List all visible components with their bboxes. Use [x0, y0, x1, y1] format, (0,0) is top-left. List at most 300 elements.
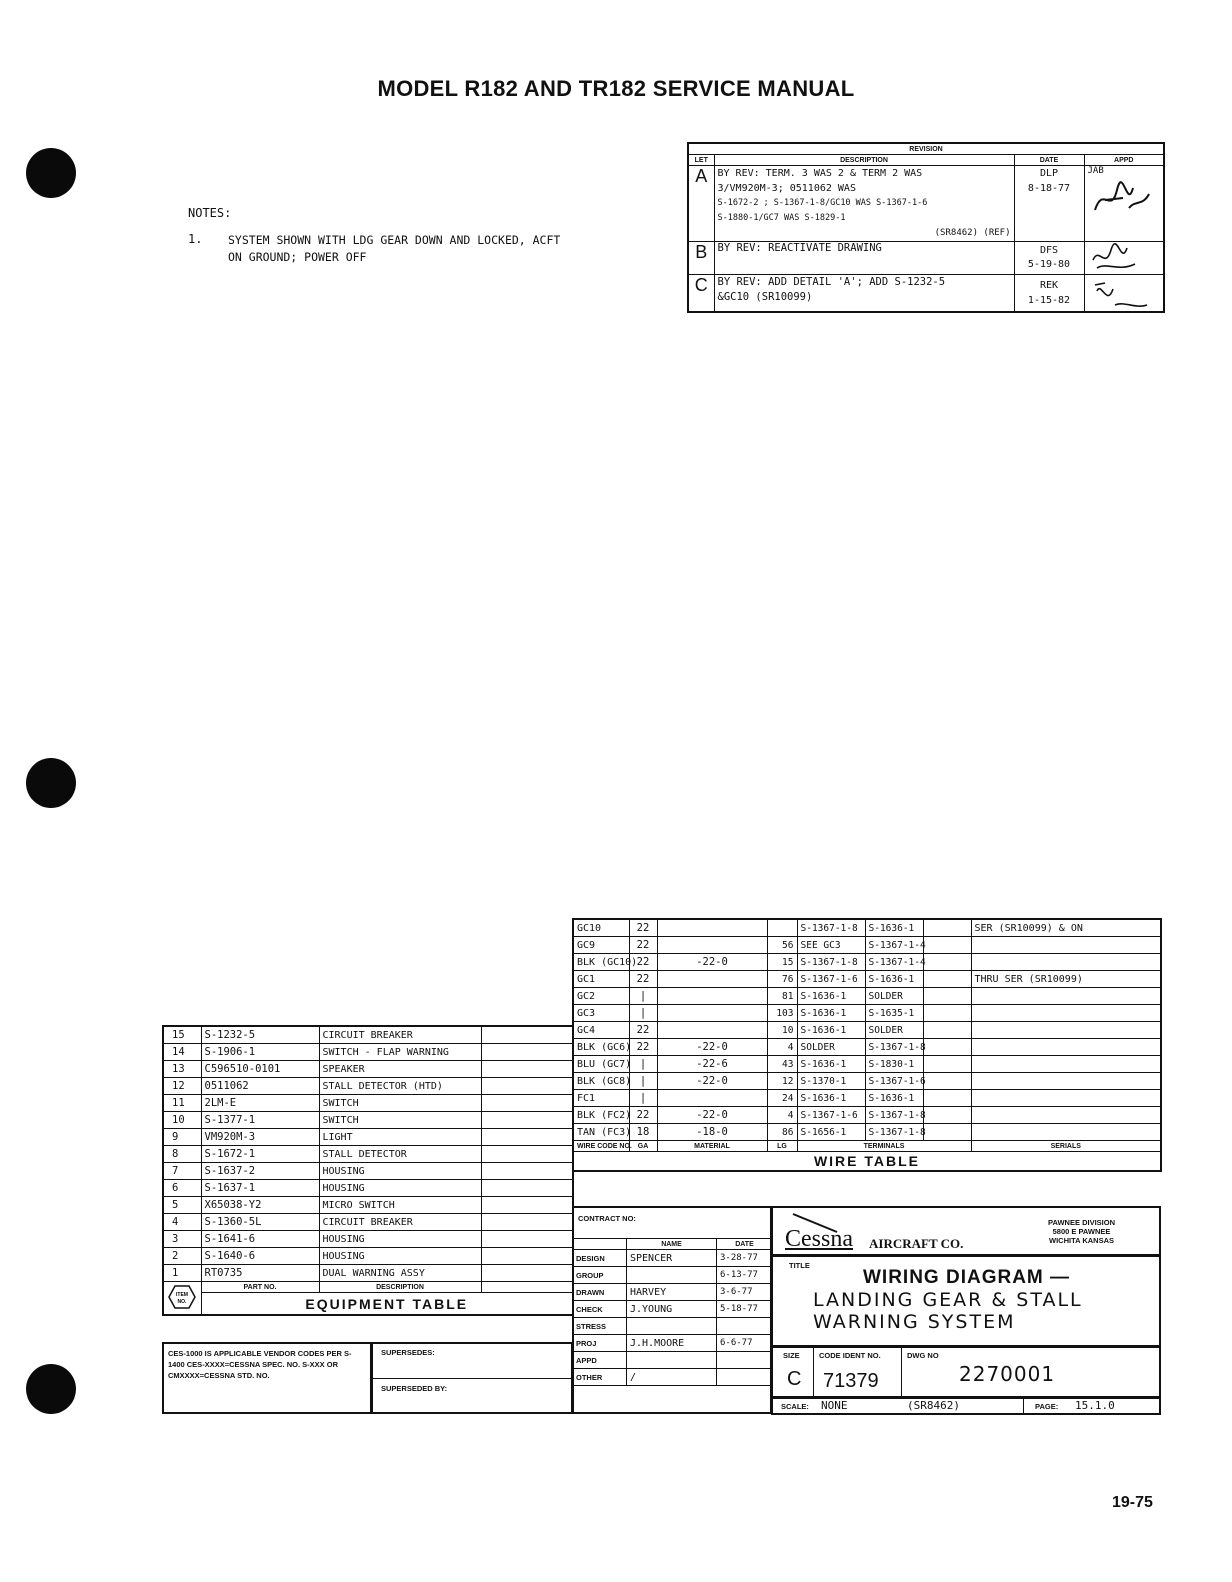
wire-row [573, 1005, 1161, 1022]
equipment-item-no: 9 [163, 1129, 201, 1146]
wire-serials [971, 1056, 1161, 1073]
equipment-item-no: 14 [163, 1044, 201, 1061]
wire-length: 76 [767, 971, 797, 988]
wire-row [573, 971, 1161, 988]
wire-length: 81 [767, 988, 797, 1005]
wire-serials [971, 1039, 1161, 1056]
signature-role: OTHER [573, 1369, 627, 1386]
wire-length: 4 [767, 1107, 797, 1124]
wire-row [573, 1039, 1161, 1056]
wire-code: GC2 [573, 988, 629, 1005]
wire-length: 24 [767, 1090, 797, 1107]
equipment-description: HOUSING [319, 1163, 481, 1180]
drawing-number-box [771, 1346, 1161, 1398]
signature-date: 5-18-77 [717, 1301, 773, 1318]
supersedes-box [371, 1342, 573, 1414]
revision-line: (SR8462) (REF) [934, 228, 1011, 238]
wire-serials [971, 954, 1161, 971]
signature-date: 3-28-77 [717, 1250, 773, 1267]
wire-terminal-2: SOLDER [865, 1022, 923, 1039]
revision-letter: A [688, 166, 714, 242]
equipment-part-no: S-1360-5L [201, 1214, 319, 1231]
wire-row [573, 1073, 1161, 1090]
wire-length [767, 919, 797, 937]
svg-text:NO.: NO. [177, 1299, 187, 1305]
revision-row [688, 166, 1164, 242]
wire-row [573, 919, 1161, 937]
equipment-row [163, 1061, 573, 1078]
wire-terminal-1: S-1370-1 [797, 1073, 865, 1090]
equipment-spare [481, 1163, 573, 1180]
wire-serials [971, 1124, 1161, 1141]
code-ident-label: CODE IDENT NO. [819, 1351, 881, 1360]
equipment-spare [481, 1061, 573, 1078]
wire-terminal-3 [923, 954, 971, 971]
signature-role: CHECK [573, 1301, 627, 1318]
revision-col-description: DESCRIPTION [714, 155, 1014, 166]
wire-table [572, 918, 1162, 1172]
wire-terminal-2: S-1636-1 [865, 1090, 923, 1107]
equip-col-part: PART NO. [201, 1282, 319, 1293]
revision-block [687, 142, 1165, 313]
equipment-row [163, 1265, 573, 1282]
wire-length: 86 [767, 1124, 797, 1141]
code-ident-value: 71379 [823, 1370, 879, 1392]
wire-serials: THRU SER (SR10099) [971, 971, 1161, 988]
equipment-item-no: 10 [163, 1112, 201, 1129]
wire-terminal-2: S-1636-1 [865, 971, 923, 988]
page-title: MODEL R182 AND TR182 SERVICE MANUAL [377, 76, 855, 101]
signature-name: HARVEY [627, 1284, 717, 1301]
scale-label: SCALE: [781, 1402, 809, 1411]
revision-line: 3/VM920M-3; 0511062 WAS [717, 183, 856, 194]
equipment-description: SWITCH [319, 1112, 481, 1129]
svg-text:ITEM: ITEM [176, 1292, 189, 1298]
page-value: 15.1.0 [1075, 1399, 1115, 1412]
note-text: SYSTEM SHOWN WITH LDG GEAR DOWN AND LOCKED, ACFT ON GROUND; POWER OFF [228, 233, 561, 264]
wire-terminal-2: S-1367-1-8 [865, 1107, 923, 1124]
wire-terminal-1: S-1367-1-6 [797, 971, 865, 988]
wire-gauge: | [629, 1090, 657, 1107]
signature-name: / [627, 1369, 717, 1386]
revision-date: 5-19-80 [1027, 259, 1071, 270]
equipment-part-no: S-1641-6 [201, 1231, 319, 1248]
wire-material [657, 971, 767, 988]
wire-gauge: 22 [629, 937, 657, 954]
equipment-spare [481, 1214, 573, 1231]
wire-serials [971, 1005, 1161, 1022]
signature-row [573, 1318, 773, 1335]
drawing-title-line-1: WIRING DIAGRAM — [863, 1267, 1071, 1288]
revision-letter: B [688, 242, 714, 275]
equipment-row [163, 1146, 573, 1163]
wire-code: TAN (FC3) [573, 1124, 629, 1141]
wire-code: BLK (FC2) [573, 1107, 629, 1124]
equipment-description: SWITCH - FLAP WARNING [319, 1044, 481, 1061]
equipment-row [163, 1095, 573, 1112]
division-address: PAWNEE DIVISION 5800 E PAWNEE WICHITA KANSAS [1048, 1218, 1115, 1245]
supersedes-label: SUPERSEDES: [381, 1348, 435, 1357]
equipment-spare [481, 1129, 573, 1146]
equipment-part-no: S-1672-1 [201, 1146, 319, 1163]
wire-code: GC4 [573, 1022, 629, 1039]
signature-date: 3-6-77 [717, 1284, 773, 1301]
equipment-item-no: 12 [163, 1078, 201, 1095]
revision-date: 8-18-77 [1027, 183, 1071, 194]
ces-note-box [162, 1342, 372, 1414]
signature-scribble [1093, 180, 1153, 220]
wire-code: BLK (GC10) [573, 954, 629, 971]
wire-length: 103 [767, 1005, 797, 1022]
wire-terminal-2: S-1367-1-4 [865, 937, 923, 954]
signature-table [572, 1238, 773, 1386]
equipment-description: MICRO SWITCH [319, 1197, 481, 1214]
equipment-item-no: 6 [163, 1180, 201, 1197]
wire-code: BLK (GC6) [573, 1039, 629, 1056]
equipment-description: CIRCUIT BREAKER [319, 1026, 481, 1044]
equipment-description: LIGHT [319, 1129, 481, 1146]
punch-hole-middle [26, 758, 76, 808]
signature-row [573, 1250, 773, 1267]
wire-code: GC10 [573, 919, 629, 937]
wire-material: -22-0 [657, 1107, 767, 1124]
wire-serials [971, 937, 1161, 954]
revision-letter: C [688, 275, 714, 313]
wire-terminal-3 [923, 1090, 971, 1107]
equipment-description: SPEAKER [319, 1061, 481, 1078]
wire-material [657, 919, 767, 937]
wire-gauge: | [629, 988, 657, 1005]
equipment-part-no: S-1637-2 [201, 1163, 319, 1180]
equipment-table [162, 1025, 574, 1316]
drawing-title-box [771, 1255, 1161, 1347]
signature-row [573, 1267, 773, 1284]
equipment-item-no: 7 [163, 1163, 201, 1180]
wire-col-terminals: TERMINALS [797, 1141, 971, 1152]
signature-name [627, 1352, 717, 1369]
wire-code: GC9 [573, 937, 629, 954]
wire-terminal-3 [923, 937, 971, 954]
wire-terminal-1: S-1367-1-8 [797, 954, 865, 971]
wire-terminal-2: S-1367-1-4 [865, 954, 923, 971]
wire-gauge: 22 [629, 919, 657, 937]
wire-terminal-2: S-1367-1-8 [865, 1124, 923, 1141]
wire-terminal-2: SOLDER [865, 988, 923, 1005]
revision-col-appd: APPD [1084, 155, 1164, 166]
equipment-item-no: 5 [163, 1197, 201, 1214]
signature-role: APPD [573, 1352, 627, 1369]
wire-code: GC3 [573, 1005, 629, 1022]
contract-no-label: CONTRACT NO: [578, 1214, 636, 1223]
wire-row [573, 988, 1161, 1005]
wire-serials [971, 1090, 1161, 1107]
wire-gauge: 22 [629, 1039, 657, 1056]
equipment-spare [481, 1248, 573, 1265]
equipment-row [163, 1129, 573, 1146]
signature-date [717, 1352, 773, 1369]
wire-serials [971, 1073, 1161, 1090]
revision-line: BY REV: REACTIVATE DRAWING [714, 242, 1014, 275]
wire-col-ga: GA [629, 1141, 657, 1152]
equipment-row [163, 1163, 573, 1180]
wire-material: -22-0 [657, 1073, 767, 1090]
equipment-spare [481, 1044, 573, 1061]
title-label: TITLE [789, 1261, 810, 1270]
wire-row [573, 1124, 1161, 1141]
equipment-part-no: S-1637-1 [201, 1180, 319, 1197]
punch-hole-top [26, 148, 76, 198]
wire-terminal-3 [923, 971, 971, 988]
wire-terminal-1: SOLDER [797, 1039, 865, 1056]
date-header: DATE [717, 1239, 773, 1250]
drawing-title-line-3: WARNING SYSTEM [813, 1311, 1016, 1333]
wire-length: 56 [767, 937, 797, 954]
equipment-part-no: S-1232-5 [201, 1026, 319, 1044]
wire-length: 12 [767, 1073, 797, 1090]
signature-date [717, 1369, 773, 1386]
equipment-description: HOUSING [319, 1231, 481, 1248]
equipment-spare [481, 1265, 573, 1282]
equipment-part-no: VM920M-3 [201, 1129, 319, 1146]
wire-gauge: | [629, 1005, 657, 1022]
signature-date: 6-13-77 [717, 1267, 773, 1284]
wire-material: -18-0 [657, 1124, 767, 1141]
wire-row [573, 954, 1161, 971]
wire-material [657, 1022, 767, 1039]
wire-terminal-2: S-1830-1 [865, 1056, 923, 1073]
signature-date [717, 1318, 773, 1335]
notes-heading: NOTES: [188, 206, 232, 220]
equipment-spare [481, 1112, 573, 1129]
equipment-row [163, 1180, 573, 1197]
signature-date: 6-6-77 [717, 1335, 773, 1352]
revision-line: S-1672-2 ; S-1367-1-8/GC10 WAS S-1367-1-6 [717, 198, 928, 208]
wire-code: FC1 [573, 1090, 629, 1107]
wire-length: 10 [767, 1022, 797, 1039]
equipment-part-no: RT0735 [201, 1265, 319, 1282]
equipment-row [163, 1248, 573, 1265]
equipment-spare [481, 1095, 573, 1112]
equipment-spare [481, 1146, 573, 1163]
signature-name: J.H.MOORE [627, 1335, 717, 1352]
signature-role: DRAWN [573, 1284, 627, 1301]
wire-terminal-2: S-1636-1 [865, 919, 923, 937]
wire-row [573, 937, 1161, 954]
equipment-item-no: 15 [163, 1026, 201, 1044]
size-value: C [787, 1368, 802, 1390]
signature-row [573, 1335, 773, 1352]
wire-row [573, 1022, 1161, 1039]
signature-name: SPENCER [627, 1250, 717, 1267]
equipment-spare [481, 1026, 573, 1044]
wire-terminal-3 [923, 1124, 971, 1141]
equipment-row [163, 1026, 573, 1044]
revision-line: BY REV: TERM. 3 WAS 2 & TERM 2 WAS [717, 168, 923, 179]
equipment-item-no: 3 [163, 1231, 201, 1248]
wire-col-code: WIRE CODE NO. [573, 1141, 629, 1152]
wire-terminal-3 [923, 1022, 971, 1039]
wire-material [657, 988, 767, 1005]
equipment-table-title: EQUIPMENT TABLE [201, 1293, 573, 1315]
signature-role: STRESS [573, 1318, 627, 1335]
equipment-item-no: 2 [163, 1248, 201, 1265]
wire-terminal-2: S-1635-1 [865, 1005, 923, 1022]
wire-serials [971, 1107, 1161, 1124]
signature-row [573, 1301, 773, 1318]
equipment-part-no: X65038-Y2 [201, 1197, 319, 1214]
wire-terminal-3 [923, 988, 971, 1005]
wire-material: -22-6 [657, 1056, 767, 1073]
revision-title: REVISION [688, 143, 1164, 155]
wire-terminal-1: S-1636-1 [797, 1056, 865, 1073]
equipment-item-no: 11 [163, 1095, 201, 1112]
equipment-item-no: 8 [163, 1146, 201, 1163]
signature-role: PROJ [573, 1335, 627, 1352]
equipment-row [163, 1044, 573, 1061]
signature-role: GROUP [573, 1267, 627, 1284]
equipment-item-no: 4 [163, 1214, 201, 1231]
wire-table-title: WIRE TABLE [573, 1152, 1161, 1172]
wire-terminal-1: S-1636-1 [797, 1022, 865, 1039]
scale-page-box [771, 1397, 1161, 1415]
equipment-part-no: 2LM-E [201, 1095, 319, 1112]
wire-terminal-3 [923, 1107, 971, 1124]
wire-code: BLK (GC8) [573, 1073, 629, 1090]
company-logo: Cessna [785, 1226, 853, 1252]
note-number: 1. [188, 232, 203, 246]
wire-terminal-1: S-1636-1 [797, 1090, 865, 1107]
wire-gauge: 22 [629, 1022, 657, 1039]
wire-terminal-3 [923, 919, 971, 937]
size-label: SIZE [783, 1351, 800, 1360]
equipment-description: SWITCH [319, 1095, 481, 1112]
wire-terminal-1: S-1367-1-8 [797, 919, 865, 937]
signature-name [627, 1318, 717, 1335]
equipment-part-no: S-1640-6 [201, 1248, 319, 1265]
wire-terminal-1: S-1636-1 [797, 988, 865, 1005]
punch-hole-bottom [26, 1364, 76, 1414]
revision-initials: DFS [1039, 245, 1059, 256]
revision-col-let: LET [688, 155, 714, 166]
wire-code: GC1 [573, 971, 629, 988]
equipment-description: HOUSING [319, 1180, 481, 1197]
superseded-by-label: SUPERSEDED BY: [381, 1384, 448, 1393]
wire-gauge: | [629, 1073, 657, 1090]
page-label: PAGE: [1035, 1402, 1059, 1411]
dwg-no-value: 2270001 [959, 1362, 1056, 1386]
wire-terminal-1: S-1367-1-6 [797, 1107, 865, 1124]
equipment-item-no: 1 [163, 1265, 201, 1282]
signature-scribble [1091, 244, 1151, 274]
wire-col-material: MATERIAL [657, 1141, 767, 1152]
equipment-spare [481, 1078, 573, 1095]
wire-terminal-1: S-1636-1 [797, 1005, 865, 1022]
equipment-spare [481, 1197, 573, 1214]
wire-col-lg: LG [767, 1141, 797, 1152]
equipment-description: STALL DETECTOR (HTD) [319, 1078, 481, 1095]
company-suffix: AIRCRAFT CO. [869, 1236, 964, 1251]
ces-note: CES-1000 IS APPLICABLE VENDOR CODES PER S-1400 CES-XXXX=CESSNA SPEC. NO. S-XXX OR CMXXXX=CESSNA STD. NO. [168, 1349, 352, 1380]
wire-code: BLU (GC7) [573, 1056, 629, 1073]
signature-role: DESIGN [573, 1250, 627, 1267]
logo-swoosh [791, 1210, 841, 1234]
equipment-part-no: 0511062 [201, 1078, 319, 1095]
revision-date: 1-15-82 [1027, 295, 1071, 306]
wire-material: -22-0 [657, 954, 767, 971]
wire-terminal-3 [923, 1039, 971, 1056]
wire-material: -22-0 [657, 1039, 767, 1056]
revision-col-date: DATE [1014, 155, 1084, 166]
signature-row [573, 1369, 773, 1386]
sr-reference: (SR8462) [907, 1399, 960, 1412]
wire-serials [971, 1022, 1161, 1039]
equipment-description: CIRCUIT BREAKER [319, 1214, 481, 1231]
name-header: NAME [627, 1239, 717, 1250]
signature-row [573, 1352, 773, 1369]
equipment-spare [481, 1231, 573, 1248]
wire-terminal-1: SEE GC3 [797, 937, 865, 954]
drawing-title-line-2: LANDING GEAR & STALL [813, 1289, 1083, 1311]
wire-serials: SER (SR10099) & ON [971, 919, 1161, 937]
wire-row [573, 1056, 1161, 1073]
scale-value: NONE [821, 1399, 848, 1412]
revision-initials: REK [1039, 280, 1059, 291]
wire-gauge: 22 [629, 971, 657, 988]
revision-line: &GC10 (SR10099) [717, 291, 813, 303]
equipment-row [163, 1214, 573, 1231]
item-no-hex-icon [168, 1284, 196, 1310]
signature-row [573, 1284, 773, 1301]
equipment-item-no: 13 [163, 1061, 201, 1078]
wire-length: 4 [767, 1039, 797, 1056]
equipment-row [163, 1197, 573, 1214]
equip-col-description: DESCRIPTION [319, 1282, 481, 1293]
equipment-spare [481, 1180, 573, 1197]
equipment-part-no: S-1377-1 [201, 1112, 319, 1129]
wire-row [573, 1107, 1161, 1124]
revision-initials: DLP [1039, 168, 1059, 179]
wire-terminal-2: S-1367-1-6 [865, 1073, 923, 1090]
wire-col-serials: SERIALS [971, 1141, 1161, 1152]
wire-gauge: 22 [629, 954, 657, 971]
wire-gauge: 22 [629, 1107, 657, 1124]
revision-row [688, 242, 1164, 275]
dwg-no-label: DWG NO [907, 1351, 939, 1360]
wire-terminal-1: S-1656-1 [797, 1124, 865, 1141]
equipment-part-no: S-1906-1 [201, 1044, 319, 1061]
wire-terminal-2: S-1367-1-8 [865, 1039, 923, 1056]
signature-scribble [1091, 277, 1151, 311]
company-box [771, 1206, 1161, 1256]
equipment-part-no: C596510-0101 [201, 1061, 319, 1078]
wire-serials [971, 988, 1161, 1005]
equipment-row [163, 1231, 573, 1248]
wire-material [657, 937, 767, 954]
revision-row [688, 275, 1164, 313]
signature-name [627, 1267, 717, 1284]
revision-line: BY REV: ADD DETAIL 'A'; ADD S-1232-5 [717, 276, 946, 288]
wire-row [573, 1090, 1161, 1107]
wire-terminal-3 [923, 1005, 971, 1022]
wire-terminal-3 [923, 1056, 971, 1073]
revision-approval: JAB [1087, 166, 1104, 176]
page-number: 19-75 [1112, 1494, 1153, 1511]
equipment-row [163, 1078, 573, 1095]
wire-gauge: | [629, 1056, 657, 1073]
wire-terminal-3 [923, 1073, 971, 1090]
wire-material [657, 1005, 767, 1022]
equipment-description: DUAL WARNING ASSY [319, 1265, 481, 1282]
